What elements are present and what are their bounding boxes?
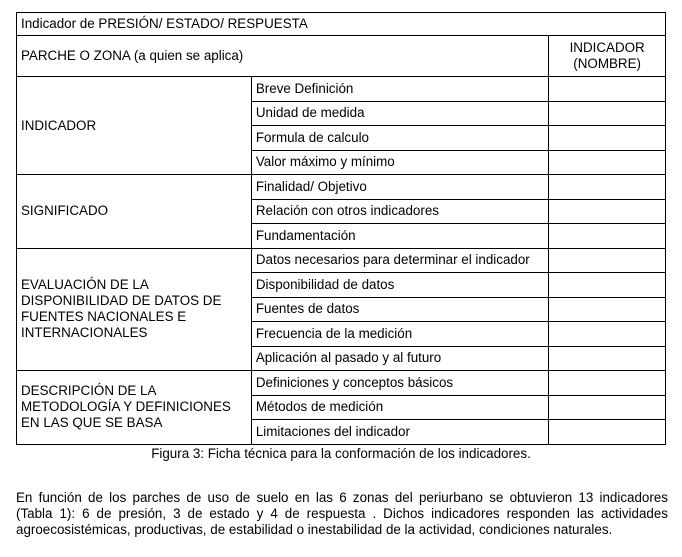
indicator-value-cell xyxy=(549,371,666,396)
group-label-cell xyxy=(17,371,252,445)
indicator-value-cell xyxy=(549,224,666,249)
group-label-line: DISPONIBILIDAD DE DATOS DE xyxy=(21,293,222,309)
group-label-cell xyxy=(17,175,252,249)
indicator-value-cell xyxy=(549,420,666,445)
paragraph-line-3: agroecosistémicas, productivas, de estabilidad o inestabilidad de la actividad, condiciones naturales. xyxy=(16,522,613,537)
indicator-value-cell xyxy=(549,77,666,102)
indicator-value-cell xyxy=(549,199,666,224)
group-label-line: EVALUACIÓN DE LA xyxy=(21,277,149,293)
group-label-line: EN LAS QUE SE BASA xyxy=(21,415,163,431)
table-row xyxy=(17,371,666,396)
item-cell: Métodos de medición xyxy=(251,395,548,420)
group-label-line: FUENTES NACIONALES E xyxy=(21,309,187,325)
body-paragraph xyxy=(16,490,668,538)
item-cell: Breve Definición xyxy=(251,77,548,102)
item-cell: Valor máximo y mínimo xyxy=(251,150,548,175)
item-cell: Unidad de medida xyxy=(251,101,548,126)
indicator-value-cell xyxy=(549,322,666,347)
paragraph-line-2: (Tabla 1): 6 de presión, 3 de estado y 4 de respuesta . Dichos indicadores responden las actividades xyxy=(16,506,668,521)
item-cell: Datos necesarios para determinar el indicador xyxy=(251,248,548,273)
item-cell: Frecuencia de la medición xyxy=(251,322,548,347)
indicador-header-line2: (NOMBRE) xyxy=(573,56,641,71)
item-cell: Fuentes de datos xyxy=(251,297,548,322)
indicator-value-cell xyxy=(549,395,666,420)
indicator-sheet-table xyxy=(16,12,666,445)
table-title-cell: Indicador de PRESIÓN/ ESTADO/ RESPUESTA xyxy=(17,13,666,36)
group-label-line: SIGNIFICADO xyxy=(21,203,109,219)
item-cell: Aplicación al pasado y al futuro xyxy=(251,346,548,371)
indicator-value-cell xyxy=(549,150,666,175)
indicator-value-cell xyxy=(549,297,666,322)
item-cell: Fundamentación xyxy=(251,224,548,249)
group-label-line: DESCRIPCIÓN DE LA xyxy=(21,383,157,399)
item-cell: Limitaciones del indicador xyxy=(251,420,548,445)
table-row xyxy=(17,175,666,200)
indicador-header-line1: INDICADOR xyxy=(569,40,645,55)
indicador-nombre-header xyxy=(549,36,666,77)
group-label-line: INDICADOR xyxy=(21,117,97,133)
group-label-line: METODOLOGÍA Y DEFINICIONES xyxy=(21,399,231,415)
group-label-cell xyxy=(17,248,252,371)
group-label-cell xyxy=(17,77,252,175)
parche-label-cell: PARCHE O ZONA (a quien se aplica) xyxy=(17,36,549,77)
indicator-value-cell xyxy=(549,101,666,126)
item-cell: Definiciones y conceptos básicos xyxy=(251,371,548,396)
paragraph-line-1: En función de los parches de uso de suelo en las 6 zonas del periurbano se obtuvieron 13 indicadores xyxy=(16,490,668,505)
table-row xyxy=(17,248,666,273)
item-cell: Formula de calculo xyxy=(251,126,548,151)
figure-caption: Figura 3: Ficha técnica para la conformación de los indicadores. xyxy=(151,446,531,461)
item-cell: Relación con otros indicadores xyxy=(251,199,548,224)
table-header-row xyxy=(17,36,666,77)
item-cell: Disponibilidad de datos xyxy=(251,273,548,298)
indicator-value-cell xyxy=(549,175,666,200)
group-label-line: INTERNACIONALES xyxy=(21,325,148,341)
indicator-value-cell xyxy=(549,248,666,273)
indicator-value-cell xyxy=(549,346,666,371)
table-title-row xyxy=(17,13,666,36)
indicator-value-cell xyxy=(549,126,666,151)
indicator-value-cell xyxy=(549,273,666,298)
item-cell: Finalidad/ Objetivo xyxy=(251,175,548,200)
table-row xyxy=(17,77,666,102)
